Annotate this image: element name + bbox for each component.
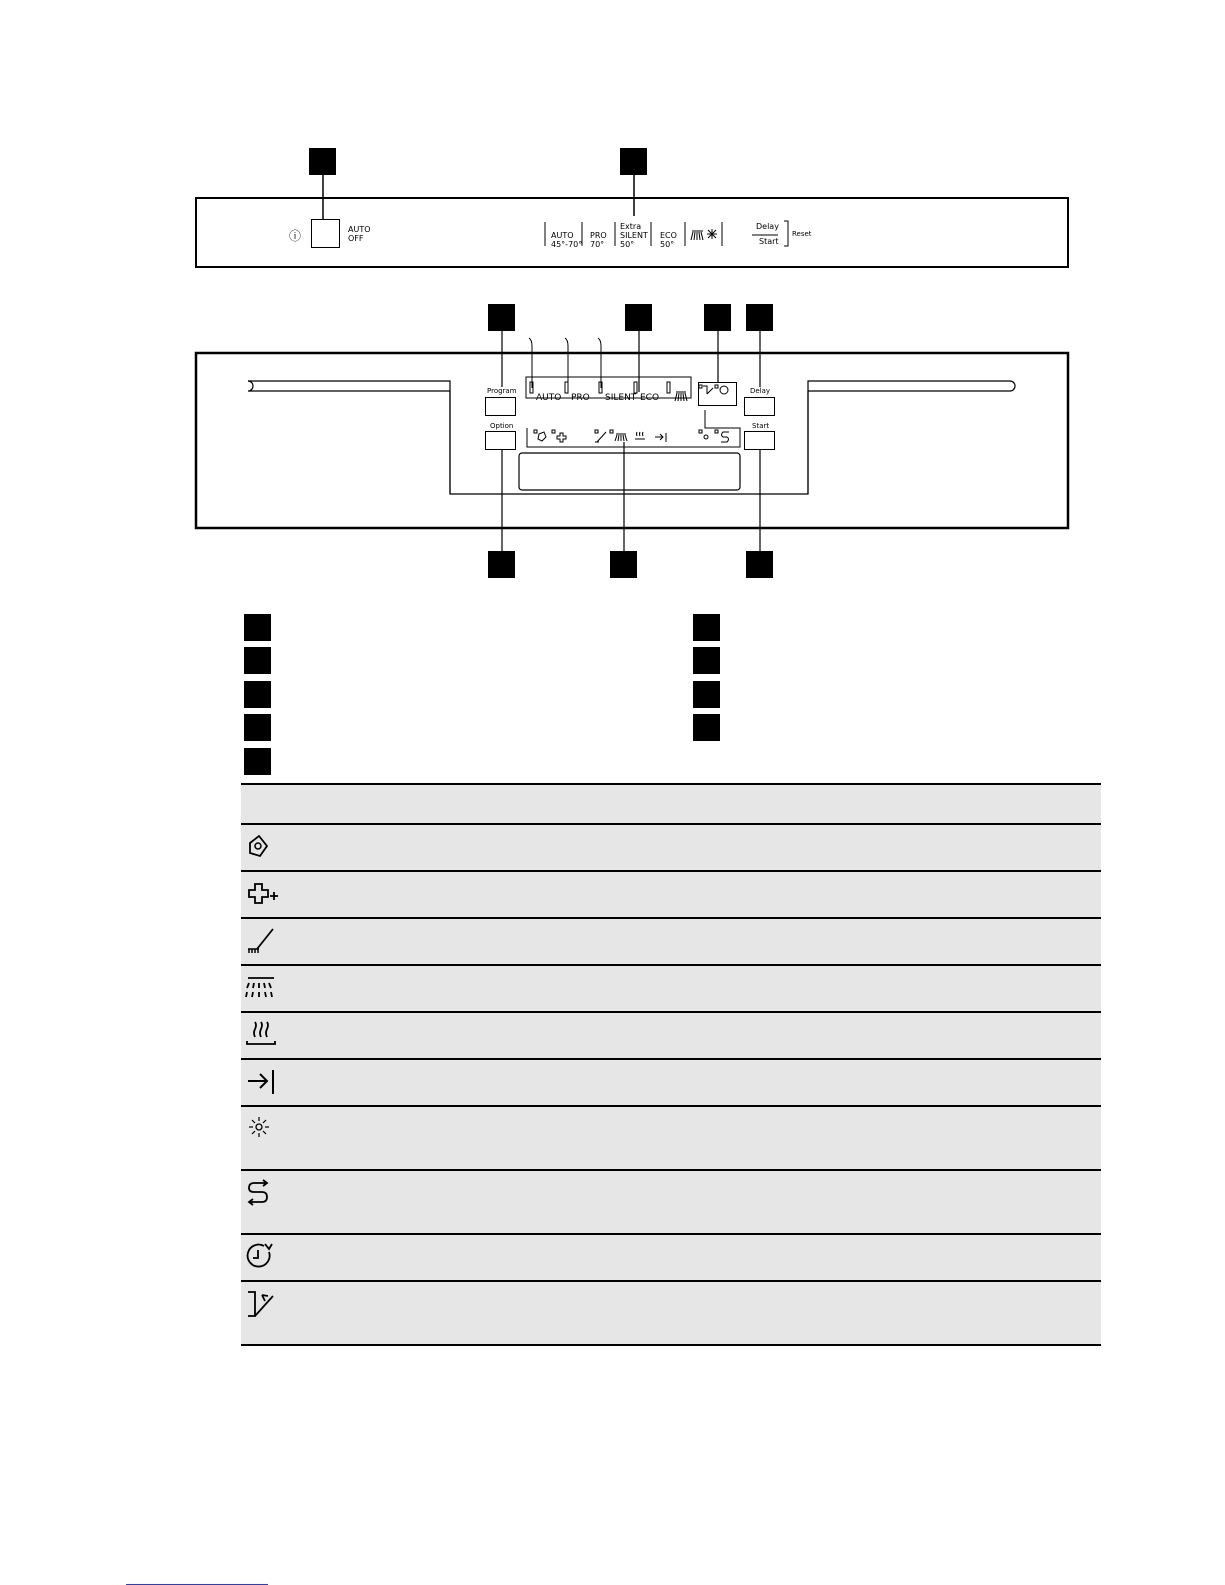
table-row: [241, 1234, 1101, 1281]
option-button[interactable]: [485, 431, 516, 450]
table-row: [241, 1170, 1101, 1234]
led-label-pro: PRO: [571, 393, 590, 403]
led-label-eco: ECO: [640, 393, 660, 403]
indicator-strip-icons: [527, 380, 742, 450]
top-panel-lines: [0, 0, 1225, 280]
power-button[interactable]: [311, 219, 340, 248]
top-program-spray-icon: [689, 228, 719, 244]
top-program-eco: ECO 50°: [660, 231, 677, 249]
table-row: [241, 965, 1101, 1012]
power-mode-label: AUTO OFF: [348, 225, 371, 243]
top-program-extra-silent: Extra SILENT 50°: [620, 222, 648, 249]
table-row: [241, 871, 1101, 918]
legend-marker-5: [244, 748, 271, 775]
reset-arrows-icon: [245, 1179, 285, 1207]
legend-marker-3: [244, 681, 271, 708]
program-button-label: Program: [487, 387, 517, 395]
top-program-pro: PRO 70°: [590, 231, 607, 249]
table-header-row: [241, 784, 1101, 824]
power-icon: ⓘ: [289, 229, 302, 243]
sun-indicator-icon: [245, 1115, 285, 1143]
legend-marker-7: [693, 647, 720, 674]
top-start-label: Start: [759, 237, 779, 246]
top-program-auto: AUTO 45°-70°: [551, 231, 583, 249]
option-button-label: Option: [490, 422, 514, 430]
symbol-table: [241, 783, 1101, 1346]
delay-clock-icon: [245, 1243, 285, 1271]
legend-marker-4: [244, 714, 271, 741]
table-row: [241, 1012, 1101, 1059]
delay-button-label: Delay: [750, 387, 771, 395]
drying-icon: [245, 1021, 285, 1049]
start-button[interactable]: [744, 431, 775, 450]
start-button-label: Start: [752, 422, 770, 430]
rinse-aid-icon: [245, 880, 285, 908]
table-row: [241, 824, 1101, 871]
legend-marker-2: [244, 647, 271, 674]
legend-marker-1: [244, 614, 271, 641]
led-label-silent: SILENT: [605, 393, 637, 403]
top-delay-label: Delay: [756, 222, 779, 231]
legend-marker-8: [693, 681, 720, 708]
table-row: [241, 1106, 1101, 1170]
program-button[interactable]: [485, 397, 516, 416]
top-reset-label: Reset: [792, 230, 812, 238]
salt-indicator-icon: [245, 927, 285, 955]
end-arrow-icon: [245, 1068, 285, 1096]
door-open-icon: [245, 1290, 285, 1318]
legend-marker-6: [693, 614, 720, 641]
table-row: [241, 918, 1101, 965]
led-label-auto: AUTO: [536, 393, 562, 403]
legend-marker-9: [693, 714, 720, 741]
table-row: [241, 1281, 1101, 1345]
table-row: [241, 1059, 1101, 1106]
delay-button[interactable]: [744, 397, 775, 416]
spray-icon: [245, 974, 285, 1002]
multitab-icon: [245, 833, 285, 861]
